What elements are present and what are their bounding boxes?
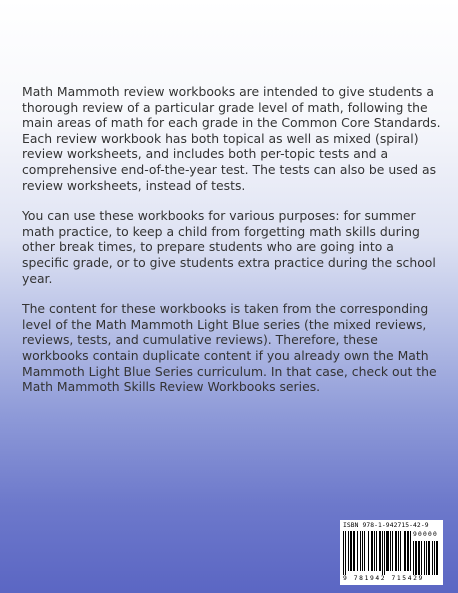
isbn-barcode — [340, 520, 443, 585]
description-text-block — [22, 84, 442, 410]
description-paragraph-3: The content for these workbooks is taken from the corresponding level of the Math Mammoth Light Blue series (the mixed reviews, reviews, tests, and cumulative reviews). Therefore, these workbooks contain duplicate content if you already own the Math Mammoth Light Blue Series curriculum. In that case, check out the Math Mammoth Skills Review Workbooks series. — [22, 301, 437, 395]
barcode-bars-row — [343, 531, 440, 575]
barcode-main-bars — [343, 531, 411, 575]
description-paragraph-1: Math Mammoth review workbooks are intended to give students a thorough review of a particular grade level of math, following the main areas of math for each grade in the Common Core Standards. Each review workbook has both topical as well as mixed (spiral) review worksheets, and includes both per-topic tests and a comprehensive end-of-the-year test. The tests can also be used as review worksheets, instead of tests. — [22, 84, 441, 193]
barcode-addon-bars — [413, 541, 440, 575]
description-paragraph-2: You can use these workbooks for various purposes: for summer math practice, to keep a child from forgetting math skills during other break times, to prepare students who are going into a specific grade, or to give students extra practice during the school year. — [22, 208, 436, 286]
barcode-digits: 9 781942 715429 — [343, 575, 424, 582]
barcode-addon-digits: 90000 — [413, 531, 438, 538]
isbn-label: ISBN 978-1-942715-42-9 — [343, 522, 429, 529]
